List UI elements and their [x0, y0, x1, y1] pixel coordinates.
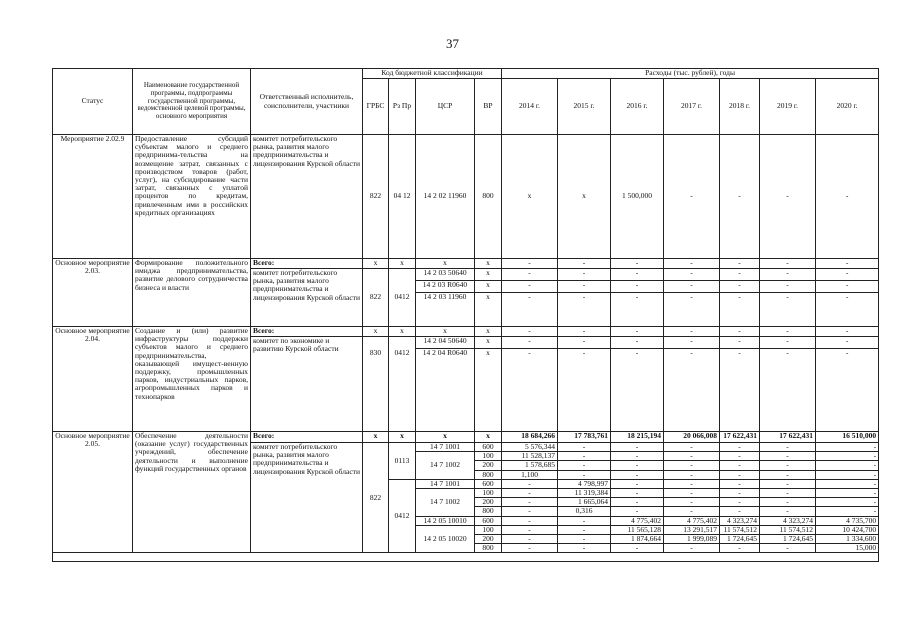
value-cell: -	[558, 461, 611, 470]
header-year: 2015 г.	[558, 79, 611, 135]
value-cell: -	[816, 269, 879, 281]
header-rzpr: Рз Пр	[389, 79, 416, 135]
value-cell: 11 528,137	[502, 452, 558, 461]
csr-cell: 14 7 1002	[416, 489, 475, 517]
grbs-cell: 822	[363, 135, 389, 259]
value-cell: -	[760, 452, 816, 461]
value-cell: -	[760, 259, 816, 269]
table-row-m205-total	[53, 432, 879, 443]
code-cell: х	[363, 259, 389, 269]
value-cell: -	[558, 544, 611, 553]
header-csr: ЦСР	[416, 79, 475, 135]
value-cell: 4 323,274	[720, 516, 760, 525]
grbs-cell: 830	[363, 337, 389, 432]
value-cell: -	[611, 461, 664, 470]
csr-cell: 14 2 03 R0640	[416, 281, 475, 293]
status-cell: Мероприятие 2.02.9	[53, 135, 133, 259]
vr-cell: х	[475, 349, 502, 432]
value-cell: -	[664, 443, 720, 452]
value-cell: -	[611, 479, 664, 488]
value-cell: -	[558, 535, 611, 544]
value-cell: -	[502, 479, 558, 488]
csr-cell: 14 7 1001	[416, 443, 475, 452]
value-cell: -	[816, 507, 879, 516]
value-cell: -	[720, 489, 760, 498]
header-year: 2019 г.	[760, 79, 816, 135]
value-cell: 15,000	[816, 544, 879, 553]
code-cell: х	[389, 432, 416, 443]
value-cell: 11 574,512	[760, 525, 816, 534]
value-cell: 0,316	[558, 507, 611, 516]
header-budget-code: Код бюджетной классификации	[363, 69, 502, 79]
value-cell: -	[664, 293, 720, 327]
code-cell: х	[363, 432, 389, 443]
value-cell: -	[760, 349, 816, 432]
value-cell: -	[720, 281, 760, 293]
value-cell: -	[720, 135, 760, 259]
rzpr-cell: 0412	[389, 479, 416, 553]
table-row-m204-total	[53, 327, 879, 337]
value-cell: -	[611, 293, 664, 327]
responsible-cell: комитет потребительского рынка, развития малого предпринимательства и лицензирования Курской области	[251, 135, 363, 259]
value-cell: -	[558, 349, 611, 432]
header-year: 2016 г.	[611, 79, 664, 135]
value-cell: -	[502, 293, 558, 327]
value-cell: -	[664, 281, 720, 293]
value-cell: -	[816, 452, 879, 461]
value-cell: -	[720, 452, 760, 461]
value-cell: -	[760, 281, 816, 293]
header-row-1	[53, 69, 879, 79]
value-cell: -	[558, 327, 611, 337]
value-cell: 1 578,685	[502, 461, 558, 470]
value-cell: 1 724,645	[760, 535, 816, 544]
grbs-cell: 822	[363, 443, 389, 553]
value-cell: -	[664, 489, 720, 498]
value-cell: 20 066,008	[664, 432, 720, 443]
vr-cell: 800	[475, 544, 502, 553]
value-cell: -	[720, 470, 760, 479]
responsible-cell: комитет потребительского рынка, развития малого предпринимательства и лицензирования Курской области	[251, 443, 363, 553]
vr-cell: 600	[475, 516, 502, 525]
code-cell: х	[416, 432, 475, 443]
value-cell: 11 319,384	[558, 489, 611, 498]
value-cell: -	[611, 498, 664, 507]
vr-cell: х	[475, 281, 502, 293]
value-cell: -	[816, 327, 879, 337]
value-cell: -	[502, 544, 558, 553]
value-cell: -	[558, 470, 611, 479]
value-cell: -	[502, 489, 558, 498]
value-cell: -	[816, 489, 879, 498]
value-cell: 1 500,000	[611, 135, 664, 259]
csr-cell: 14 2 02 11960	[416, 135, 475, 259]
csr-cell: 14 7 1002	[416, 452, 475, 480]
value-cell: -	[611, 489, 664, 498]
value-cell: х	[502, 135, 558, 259]
name-cell: Предоставление субсидий субъектам малого и среднего предпринима-тельства на возмещение затрат, связанных с производством товаров (работ, услуг), на субсидирование части затрат, связанных с уплатой процентов по кредитам, привлеченным ими в российских кредитных организациях	[133, 135, 251, 259]
vr-cell: 200	[475, 461, 502, 470]
vr-cell: х	[475, 293, 502, 327]
vr-cell: 100	[475, 489, 502, 498]
vr-cell: 800	[475, 135, 502, 259]
value-cell: -	[664, 544, 720, 553]
value-cell: -	[760, 470, 816, 479]
value-cell: 13 291,517	[664, 525, 720, 534]
value-cell: -	[760, 293, 816, 327]
budget-table-container	[52, 68, 878, 562]
value-cell: 11 565,128	[611, 525, 664, 534]
value-cell: -	[720, 293, 760, 327]
budget-table	[52, 68, 879, 562]
value-cell: -	[664, 337, 720, 349]
value-cell: -	[664, 479, 720, 488]
code-cell: х	[475, 259, 502, 269]
vr-cell: 200	[475, 535, 502, 544]
value-cell: -	[816, 461, 879, 470]
value-cell: -	[760, 443, 816, 452]
vr-cell: 100	[475, 452, 502, 461]
value-cell: 1,100	[502, 470, 558, 479]
code-cell: х	[416, 327, 475, 337]
value-cell: -	[558, 516, 611, 525]
value-cell: 1 874,664	[611, 535, 664, 544]
value-cell: -	[760, 544, 816, 553]
value-cell: -	[760, 479, 816, 488]
value-cell: -	[664, 498, 720, 507]
header-status: Статус	[53, 69, 133, 135]
value-cell: -	[611, 281, 664, 293]
name-cell: Создание и (или) развитие инфраструктуры поддержки субъектов малого и среднего предпринимательства, оказывающей имущест-венную поддержку, промышленных парков, индустриальных парков, агропромышленных парков и технопарков	[133, 327, 251, 432]
value-cell: 1 665,064	[558, 498, 611, 507]
responsible-cell: комитет по экономике и развитию Курской области	[251, 337, 363, 432]
value-cell: -	[816, 479, 879, 488]
value-cell: -	[816, 337, 879, 349]
value-cell: -	[502, 259, 558, 269]
value-cell: -	[816, 135, 879, 259]
value-cell: -	[816, 443, 879, 452]
value-cell: -	[664, 135, 720, 259]
value-cell: -	[760, 461, 816, 470]
vr-cell: 800	[475, 507, 502, 516]
csr-cell: 14 2 03 11960	[416, 293, 475, 327]
csr-cell: 14 2 05 10010	[416, 516, 475, 525]
value-cell: -	[720, 498, 760, 507]
total-label: Всего:	[251, 259, 363, 269]
value-cell: -	[664, 259, 720, 269]
vr-cell: х	[475, 337, 502, 349]
vr-cell: 100	[475, 525, 502, 534]
value-cell: 11 574,512	[720, 525, 760, 534]
csr-cell: 14 2 04 50640	[416, 337, 475, 349]
value-cell: 1 724,645	[720, 535, 760, 544]
value-cell: -	[502, 535, 558, 544]
value-cell: -	[502, 269, 558, 281]
csr-cell: 14 2 05 10020	[416, 525, 475, 553]
value-cell: 17 783,761	[558, 432, 611, 443]
rzpr-cell: 0412	[389, 337, 416, 432]
value-cell: -	[720, 461, 760, 470]
header-name: Наименование государственной программы, подпрограммы государственной программы, ведомственной целевой программы, основного мероприятия	[133, 69, 251, 135]
value-cell: 17 622,431	[720, 432, 760, 443]
table-row-m209	[53, 135, 879, 259]
value-cell: -	[816, 259, 879, 269]
csr-cell: 14 2 03 50640	[416, 269, 475, 281]
vr-cell: х	[475, 269, 502, 281]
header-year: 2017 г.	[664, 79, 720, 135]
value-cell: 16 510,000	[816, 432, 879, 443]
value-cell: -	[664, 452, 720, 461]
value-cell: -	[558, 337, 611, 349]
csr-cell: 14 2 04 R0640	[416, 349, 475, 432]
value-cell: -	[720, 507, 760, 516]
value-cell: -	[502, 337, 558, 349]
grbs-cell: 822	[363, 269, 389, 327]
header-vr: ВР	[475, 79, 502, 135]
value-cell: 5 576,344	[502, 443, 558, 452]
page-number: 37	[446, 36, 459, 51]
value-cell: -	[611, 269, 664, 281]
rzpr-cell: 0412	[389, 269, 416, 327]
value-cell: -	[502, 498, 558, 507]
status-cell: Основное мероприятие 2.03.	[53, 259, 133, 327]
value-cell: 10 424,700	[816, 525, 879, 534]
value-cell: -	[816, 349, 879, 432]
value-cell: 17 622,431	[760, 432, 816, 443]
value-cell: -	[664, 269, 720, 281]
value-cell: -	[611, 470, 664, 479]
value-cell: -	[558, 293, 611, 327]
table-row-empty	[53, 553, 879, 562]
value-cell: -	[664, 349, 720, 432]
value-cell: -	[611, 443, 664, 452]
value-cell: -	[720, 349, 760, 432]
status-cell: Основное мероприятие 2.04.	[53, 327, 133, 432]
value-cell: -	[760, 269, 816, 281]
value-cell: -	[664, 327, 720, 337]
value-cell: -	[502, 525, 558, 534]
value-cell: -	[664, 507, 720, 516]
header-year: 2018 г.	[720, 79, 760, 135]
csr-cell: 14 7 1001	[416, 479, 475, 488]
value-cell: 4 798,997	[558, 479, 611, 488]
value-cell: -	[720, 327, 760, 337]
value-cell: -	[760, 327, 816, 337]
value-cell: -	[611, 544, 664, 553]
total-label: Всего:	[251, 432, 363, 443]
value-cell: -	[558, 525, 611, 534]
value-cell: -	[558, 443, 611, 452]
value-cell: -	[664, 461, 720, 470]
value-cell: -	[760, 489, 816, 498]
value-cell: 4 323,274	[760, 516, 816, 525]
vr-cell: 600	[475, 479, 502, 488]
value-cell: -	[816, 281, 879, 293]
rzpr-cell: 04 12	[389, 135, 416, 259]
code-cell: х	[475, 432, 502, 443]
value-cell: 18 215,194	[611, 432, 664, 443]
value-cell: -	[720, 269, 760, 281]
value-cell: -	[720, 337, 760, 349]
responsible-cell: комитет потребительского рынка, развития малого предпринимательства и лицензирования Курской области	[251, 269, 363, 327]
header-year: 2020 г.	[816, 79, 879, 135]
value-cell: -	[760, 498, 816, 507]
value-cell: -	[664, 470, 720, 479]
value-cell: -	[502, 327, 558, 337]
name-cell: Обеспечение деятельности (оказание услуг) государственных учреждений, обеспечение деятельности и выполнение функций государственных органов	[133, 432, 251, 553]
value-cell: -	[720, 443, 760, 452]
header-year: 2014 г.	[502, 79, 558, 135]
value-cell: -	[760, 337, 816, 349]
value-cell: -	[558, 259, 611, 269]
value-cell: 18 684,266	[502, 432, 558, 443]
table-row-m203-total	[53, 259, 879, 269]
status-cell: Основное мероприятие 2.05.	[53, 432, 133, 553]
vr-cell: 800	[475, 470, 502, 479]
value-cell: 1 334,600	[816, 535, 879, 544]
value-cell: х	[558, 135, 611, 259]
header-grbs: ГРБС	[363, 79, 389, 135]
value-cell: -	[502, 507, 558, 516]
value-cell: -	[720, 479, 760, 488]
code-cell: х	[363, 327, 389, 337]
value-cell: -	[611, 327, 664, 337]
value-cell: -	[720, 544, 760, 553]
value-cell: 4 775,402	[611, 516, 664, 525]
value-cell: -	[816, 293, 879, 327]
value-cell: -	[760, 135, 816, 259]
header-expenses: Расходы (тыс. рублей), годы	[502, 69, 879, 79]
value-cell: -	[611, 452, 664, 461]
header-responsible: Ответственный исполнитель, соисполнители, участники	[251, 69, 363, 135]
value-cell: -	[558, 269, 611, 281]
value-cell: -	[611, 337, 664, 349]
value-cell: 4 735,700	[816, 516, 879, 525]
value-cell: -	[720, 259, 760, 269]
value-cell: -	[611, 507, 664, 516]
value-cell: -	[816, 498, 879, 507]
value-cell: -	[558, 281, 611, 293]
value-cell: -	[502, 349, 558, 432]
code-cell: х	[475, 327, 502, 337]
value-cell: -	[760, 507, 816, 516]
value-cell: 4 775,402	[664, 516, 720, 525]
value-cell: -	[816, 470, 879, 479]
code-cell: х	[389, 259, 416, 269]
vr-cell: 600	[475, 443, 502, 452]
value-cell: -	[611, 259, 664, 269]
value-cell: -	[502, 516, 558, 525]
total-label: Всего:	[251, 327, 363, 337]
empty-cell	[53, 553, 879, 562]
vr-cell: 200	[475, 498, 502, 507]
code-cell: х	[416, 259, 475, 269]
rzpr-cell: 0113	[389, 443, 416, 480]
value-cell: -	[611, 349, 664, 432]
value-cell: -	[558, 452, 611, 461]
code-cell: х	[389, 327, 416, 337]
value-cell: 1 999,089	[664, 535, 720, 544]
name-cell: Формирование положительного имиджа предпринимательства, развитие делового сотрудничества бизнеса и власти	[133, 259, 251, 327]
value-cell: -	[502, 281, 558, 293]
